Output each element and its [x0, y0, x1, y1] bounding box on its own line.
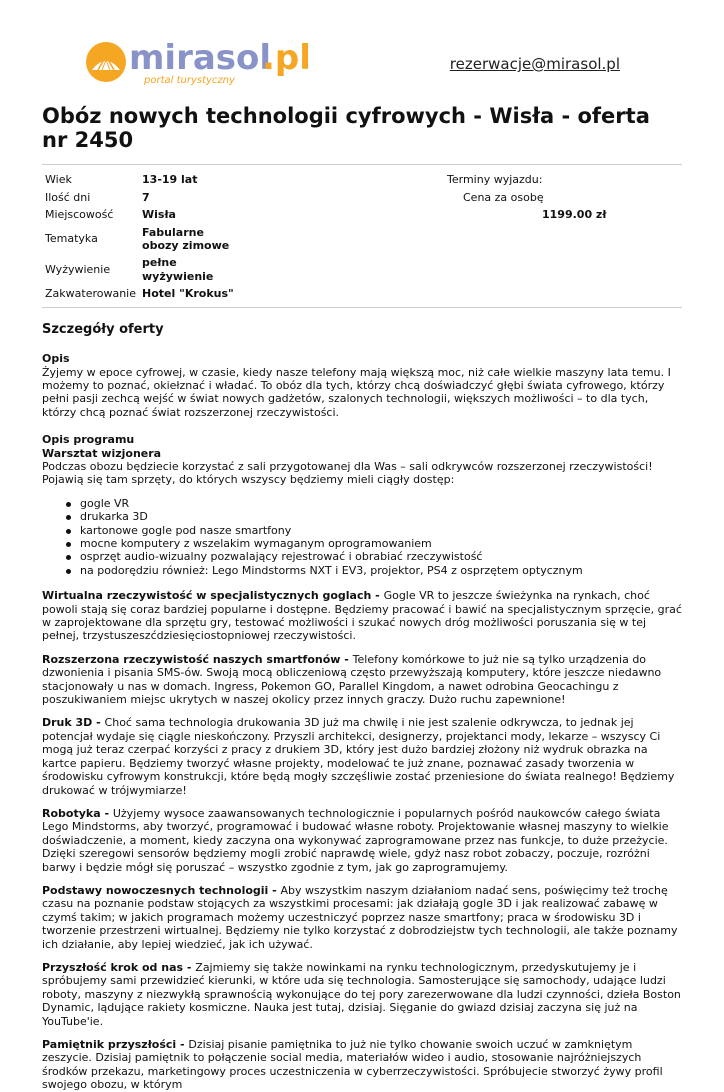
param-value: 7 [142, 190, 150, 204]
param-label: Tematyka [45, 232, 98, 246]
list-item: mocne komputery z wszelakim wymaganym oprogramowaniem [66, 537, 682, 550]
logo-tagline: portal turystyczny [144, 75, 235, 86]
section-ar [42, 653, 682, 707]
section-lead: Przyszłość krok od nas - [42, 960, 196, 974]
section-diary [42, 1038, 682, 1092]
list-item: osprzęt audio-wizualny pozwalający rejestrować i obrabiać rzeczywistość [66, 550, 682, 563]
section-text: Gogle VR to jeszcze świeżynka na rynkach, choć powoli stają się coraz bardziej popularne i dostępne. Będziemy pracować i bawić na specjalistycznym sprzęcie, grać w zaprojektowane dla sprzętu gry, testować możliwości i szukać nowych dróg możliwości poruszania się w tej pełnej, trzystuszeszćdziesięciostopniowej rzeczywistości. [42, 589, 682, 643]
section-future [42, 961, 682, 1028]
offer-info [42, 171, 682, 307]
sun-icon [86, 42, 126, 82]
list-item: na podorędziu również: Lego Mindstorms NXT i EV3, projektor, PS4 z osprzętem optycznym [66, 564, 682, 577]
price-value: 1199.00 zł [542, 208, 607, 222]
price-label: Cena za osobę [463, 191, 544, 205]
workshop-heading: Warsztat wizjonera [42, 446, 162, 460]
divider [42, 307, 682, 308]
param-row [42, 171, 239, 188]
param-value: pełne wyżywienie [142, 256, 214, 283]
section-text: Użyjemy wysoce zaawansowanych technologicznie i popularnych pośród naukowców całego świata Lego Mindstorms, aby tworzyć, programować i budować własne roboty. Projektowanie własnej maszyny to wielkie doświadczenie, a moment, kiedy zaczyna ona wykonywać zaprogramowane przez nas funkcje, to duże przeżycie. Dzięki szeregowi sensorów będziemy mogli zrobić naprawdę wiele, gdyż nasz robot zobaczy, poczuje, rozróżni barwy i będzie mógł się poruszać – wszystko zgodnie z tym, jak go zaprogramujemy. [42, 806, 669, 874]
param-value: Wisła [142, 208, 176, 222]
section-3d-print [42, 716, 682, 796]
section-lead: Robotyka - [42, 806, 113, 820]
description-text: Żyjemy w epoce cyfrowej, w czasie, kiedy nasze telefony mają większą moc, niż całe wielkie maszyny lata temu. I możemy to poznać, okiełznać i władać. To obóz dla tych, którzy chcą doświadczyć głębi świata cyfrowego, którzy pełni pasji zechcą wejść w świat nowych gadżetów, szalonych technologii, większych możliwości – to dla tych, którzy chcą poznać świat rozszerzonej rzeczywistości. [42, 365, 671, 419]
param-row [42, 206, 239, 223]
header [42, 0, 682, 100]
details-heading: Szczegóły oferty [42, 322, 164, 338]
section-text: Choć sama technologia drukowania 3D już ma chwilę i nie jest szalenie odkrywcza, to jednak jej potencjał wydaje się ciągle nieskończony. Przyszli architekci, designerzy, projektanci mody, lekarze – wszyscy Ci mogą już teraz czerpać korzyści z pracy z drukiem 3D, który jest dużo bardziej złożony niż wydruk obrazka na kartce papieru. Będziemy tworzyć własne projekty, modelować te już znane, poznawać zasady tworzenia w środowisku cyfrowym konstrukcji, które będą mogły szczęśliwie zostać przeniesione do świata realnego! Będziemy drukować w trójwymiarze! [42, 716, 675, 797]
section-text: Aby wszystkim naszym działaniom nadać sens, poświęcimy też trochę czasu na poznanie podstaw stojących za wszystkimi procesami: jak działają gogle 3D i jak realizować zabawę w czymś takim; w jakich programach możemy uczestniczyć poprzez nasze smartfony; praca w środowisku 3D i tworzenie przestrzeni wirtualnej. Będziemy nie tylko korzystać z dobrodziejstw tych technologii, ale także poznamy ich działanie, aby lepiej wiedzieć, jak ich używać. [42, 883, 678, 951]
param-value: Hotel "Krokus" [142, 287, 234, 301]
email-link[interactable]: rezerwacje@mirasol.pl [449, 55, 620, 73]
list-item: gogle VR [66, 497, 682, 510]
section-lead: Wirtualna rzeczywistość w specjalistycznych goglach - [42, 589, 384, 603]
logo-wordmark: mirasol [129, 38, 272, 78]
param-row [42, 254, 239, 285]
param-label: Zakwaterowanie [45, 287, 137, 301]
mirasol-logo[interactable] [84, 36, 314, 92]
param-value: 13-19 lat [142, 173, 198, 187]
param-row [42, 224, 239, 255]
param-label: Wyżywienie [45, 263, 111, 277]
section-text: Zajmiemy się także nowinkami na rynku technologicznym, przedyskutujemy je i spróbujemy sami przewidzieć kierunki, w które uda się technologia. Samosterujące się samochody, udające ludzi roboty, maszyny z niezwykłą sprawnością wykonujące do tej pory zarezerwowane dla ludzi czynności, dzieła Boston Dynamic, lądujące rakiety kosmiczne. Nauka jest tutaj, dzisiaj. Sięganie do gwiazd dzisiaj zaczyna się już na YouTube'ie. [42, 960, 681, 1028]
equipment-list [66, 497, 682, 577]
section-text: Dzisiaj pisanie pamiętnika to już nie tylko chowanie swoich uczuć w zamkniętym zeszycie. Dzisiaj pamiętnik to połączenie social media, materiałów wideo i audio, stosowanie najróżniejszych środków przekazu, marketingowy proces uczestniczenia w cyberrzeczywistości. Spróbujecie stworzyć żywy profil swojego obozu, w którym [42, 1038, 663, 1092]
logo-wordmark-tld: .pl [262, 38, 311, 78]
list-item: kartonowe gogle pod nasze smartfony [66, 524, 682, 537]
param-row [42, 285, 239, 302]
param-label: Ilość dni [45, 190, 91, 204]
program-heading: Opis programu [42, 433, 135, 447]
section-lead: Podstawy nowoczesnych technologii - [42, 883, 281, 897]
list-item: drukarka 3D [66, 510, 682, 523]
section-vr [42, 589, 682, 643]
param-label: Wiek [45, 173, 72, 187]
terms-label: Terminy wyjazdu: [447, 173, 543, 187]
param-value: Fabularne obozy zimowe [142, 225, 230, 252]
section-lead: Rozszerzona rzeczywistość naszych smartfonów - [42, 652, 353, 666]
description-heading: Opis [42, 352, 70, 366]
params-table [42, 171, 239, 302]
section-robotics [42, 807, 682, 874]
page-title: Obóz nowych technologii cyfrowych - Wisła - oferta nr 2450 [42, 104, 650, 153]
divider [42, 164, 682, 165]
section-lead: Druk 3D - [42, 716, 105, 730]
param-label: Miejscowość [45, 208, 114, 222]
section-lead: Pamiętnik przyszłości - [42, 1038, 189, 1052]
param-row [42, 189, 239, 206]
section-text: Telefony komórkowe to już nie są tylko urządzenia do dzwonienia i pisania SMS-ów. Swoją mocą obliczeniową często przewyższają komputery, które jeszcze niedawno stacjonowały u nas w domach. Ingress, Pokemon GO, Parallel Kingdom, a nawet odrobina Geocachingu z poszukiwaniem miejsc ukrytych w naszej okolicy przez innych graczy. Dużo ruchu zapewnione! [42, 652, 662, 707]
section-basics [42, 884, 682, 951]
workshop-text: Podczas obozu będziecie korzystać z sali przygotowanej dla Was – sali odkrywców rozszerzonej rzeczywistości! Pojawią się tam sprzęty, do których wszyscy będziemy mieli ciągły dostęp: [42, 459, 653, 487]
